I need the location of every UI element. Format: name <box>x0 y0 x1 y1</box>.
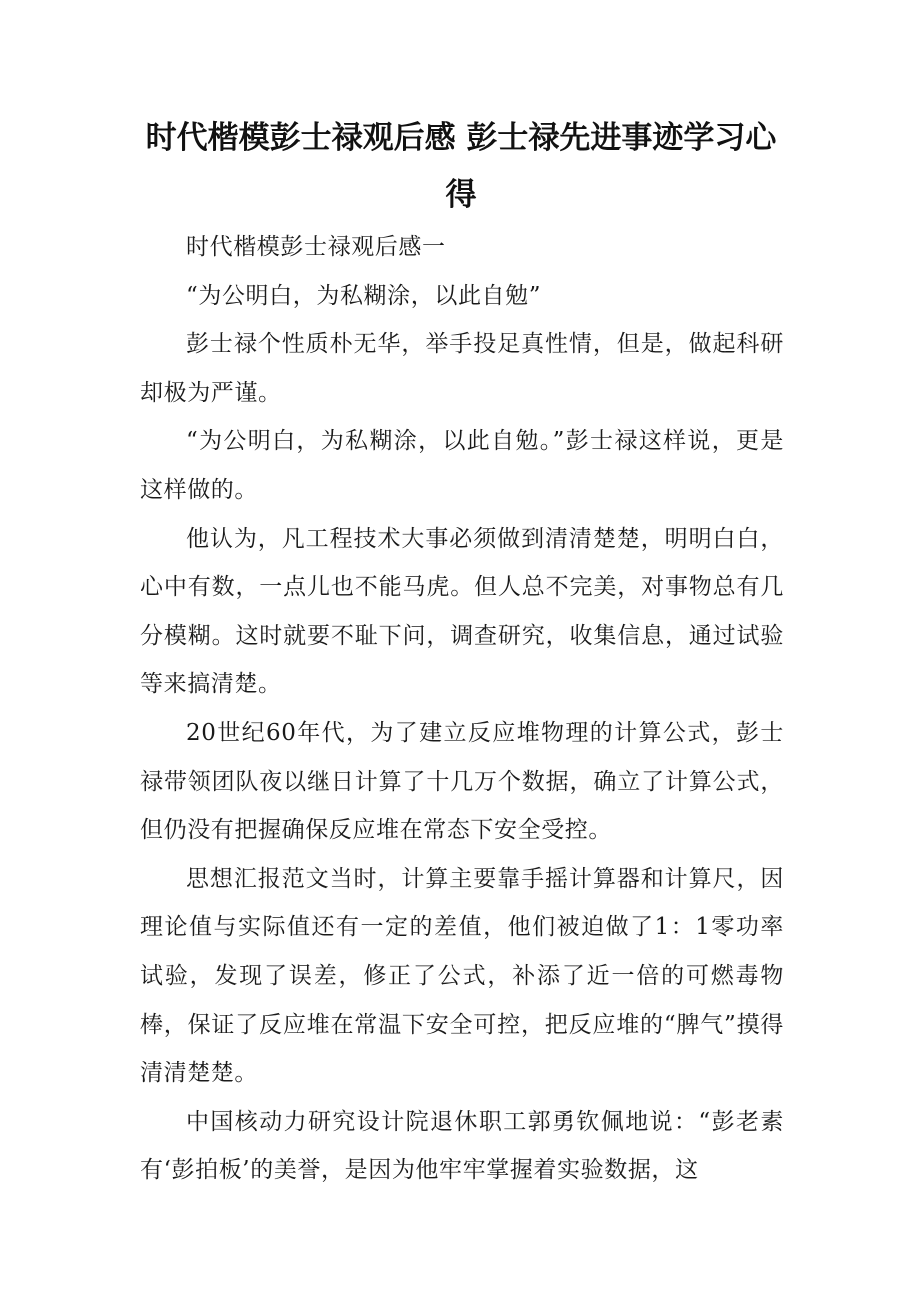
paragraph: 思想汇报范文当时，计算主要靠手摇计算器和计算尺，因理论值与实际值还有一定的差值，他们被迫做了1：1零功率试验，发现了误差，修正了公式，补添了近一倍的可燃毒物棒，保证了反应堆在常温下安全可控，把反应堆的“脾气”摸得清清楚楚。 <box>140 865 784 1087</box>
paragraph: 20世纪60年代，为了建立反应堆物理的计算公式，彭士禄带领团队夜以继日计算了十几万个数据，确立了计算公式，但仍没有把握确保反应堆在常态下安全受控。 <box>140 719 784 844</box>
document-body <box>140 223 784 1195</box>
paragraph: “为公明白，为私糊涂，以此自勉” <box>186 282 542 309</box>
document-title: 时代楷模彭士禄观后感 彭士禄先进事迹学习心得 <box>145 120 777 213</box>
paragraph: 彭士禄个性质朴无华，举手投足真性情，但是，做起科研却极为严谨。 <box>140 331 784 406</box>
paragraph: “为公明白，为私糊涂，以此自勉。”彭士禄这样说，更是这样做的。 <box>140 428 784 503</box>
paragraph: 时代楷模彭士禄观后感一 <box>186 234 446 260</box>
paragraph: 他认为，凡工程技术大事必须做到清清楚楚，明明白白，心中有数，一点儿也不能马虎。但人总不完美，对事物总有几分模糊。这时就要不耻下问，调查研究，收集信息，通过试验等来搞清楚。 <box>140 525 784 698</box>
paragraph: 中国核动力研究设计院退休职工郭勇钦佩地说：“彭老素有‘彭拍板’的美誉，是因为他牢牢掌握着实验数据，这 <box>140 1108 784 1184</box>
